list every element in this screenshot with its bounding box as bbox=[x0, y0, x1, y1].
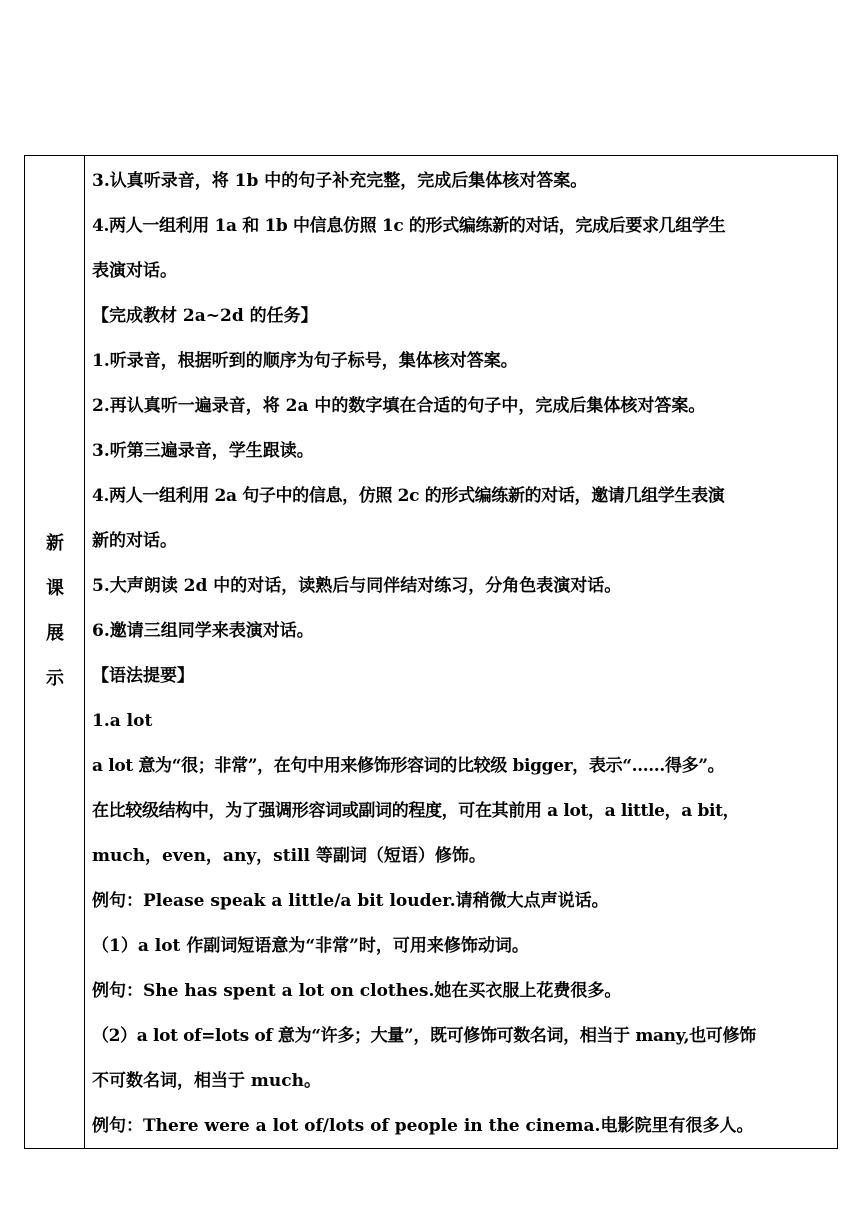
text-line: a lot 意为“很；非常”，在句中用来修饰形容词的比较级 bigger，表示“……得多”。 bbox=[92, 756, 725, 776]
text-line: 例句：She has spent a lot on clothes.她在买衣服上花费很多。 bbox=[92, 981, 622, 1001]
section-label-char: 课 bbox=[46, 578, 64, 599]
text-line: 5.大声朗读 2d 中的对话，读熟后与同伴结对练习，分角色表演对话。 bbox=[92, 576, 622, 596]
section-label-char: 展 bbox=[46, 623, 64, 644]
text-line: 1.a lot bbox=[92, 711, 153, 731]
section-label bbox=[25, 521, 85, 701]
text-line: 2.再认真听一遍录音，将 2a 中的数字填在合适的句子中，完成后集体核对答案。 bbox=[92, 396, 706, 416]
text-line: 3.认真听录音，将 1b 中的句子补充完整，完成后集体核对答案。 bbox=[92, 171, 588, 191]
text-line: 【完成教材 2a~2d 的任务】 bbox=[92, 306, 318, 326]
text-line: 表演对话。 bbox=[92, 261, 177, 281]
text-line: 例句：There were a lot of/lots of people in the cinema.电影院里有很多人。 bbox=[92, 1116, 754, 1136]
text-line: 6.邀请三组同学来表演对话。 bbox=[92, 621, 314, 641]
lesson-table bbox=[24, 155, 838, 1149]
text-line: 1.听录音，根据听到的顺序为句子标号，集体核对答案。 bbox=[92, 351, 518, 371]
text-line: （2）a lot of=lots of 意为“许多；大量”，既可修饰可数名词，相当于 many,也可修饰 bbox=[92, 1026, 756, 1046]
text-line: 4.两人一组利用 2a 句子中的信息，仿照 2c 的形式编练新的对话，邀请几组学生表演 bbox=[92, 486, 725, 506]
text-line: 不可数名词，相当于 much。 bbox=[92, 1071, 321, 1091]
text-line: 例句：Please speak a little/a bit louder.请稍微大点声说话。 bbox=[92, 891, 609, 911]
text-line: （1）a lot 作副词短语意为“非常”时，可用来修饰动词。 bbox=[92, 936, 529, 956]
text-line: 4.两人一组利用 1a 和 1b 中信息仿照 1c 的形式编练新的对话，完成后要求几组学生 bbox=[92, 216, 726, 236]
text-line: much，even，any，still 等副词（短语）修饰。 bbox=[92, 846, 486, 866]
text-line: 新的对话。 bbox=[92, 531, 177, 551]
text-line: 在比较级结构中，为了强调形容词或副词的程度，可在其前用 a lot，a little，a bit， bbox=[92, 801, 740, 821]
text-line: 3.听第三遍录音，学生跟读。 bbox=[92, 441, 314, 461]
section-label-char: 新 bbox=[46, 533, 64, 554]
text-line: 【语法提要】 bbox=[92, 666, 194, 686]
section-label-cell bbox=[25, 156, 85, 1148]
section-label-char: 示 bbox=[46, 668, 64, 689]
